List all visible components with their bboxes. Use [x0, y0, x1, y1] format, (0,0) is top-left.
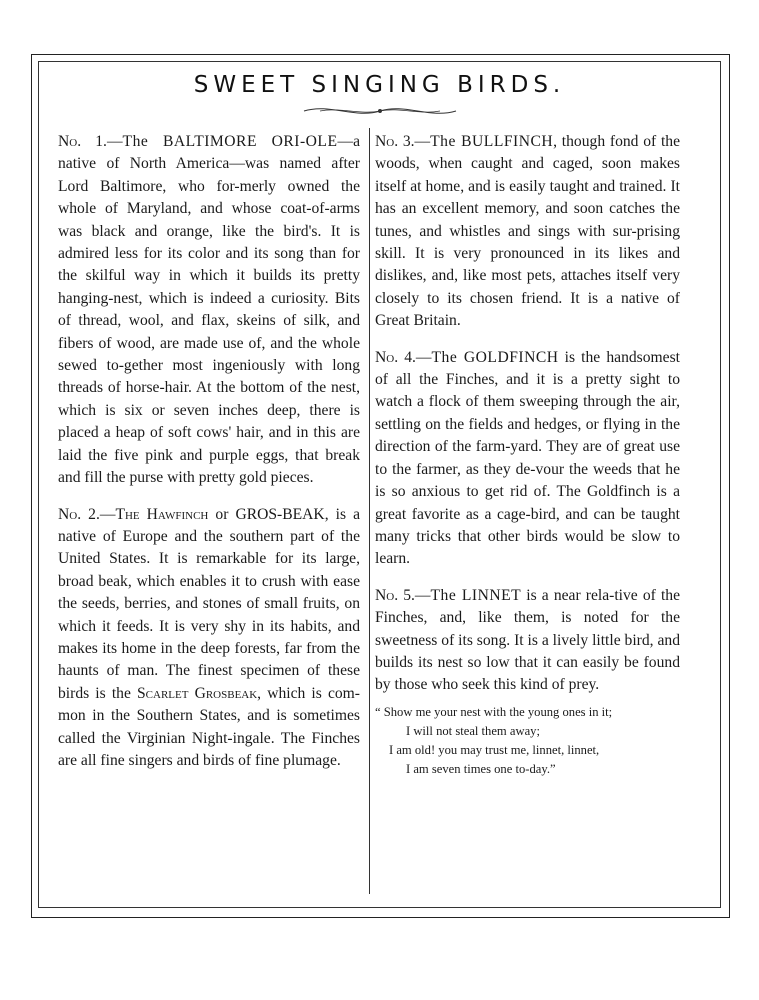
entry-number: No. 4.— — [375, 348, 432, 366]
right-column — [375, 131, 680, 779]
poem-line: I am old! you may trust me, linnet, linnet, — [389, 742, 600, 757]
column-divider — [369, 128, 370, 894]
entry-heading: The Hawfinch — [115, 505, 209, 523]
title-ornament — [300, 101, 460, 121]
entry-number: No. 3.— — [375, 133, 431, 150]
poem-line: I am seven times one to-day.” — [406, 761, 556, 776]
entry-body-cont: , which is com-mon in the Southern States, and is sometimes called the Virginian Night-ingale. The Finches are all fine singers and birds of fine plumage. — [58, 684, 360, 769]
entry-hawfinch — [58, 504, 360, 773]
entry-body: is a near rela-tive of the Finches, and, like them, is noted for the sweetness of its song. It is a lively little bird, and builds its nest so low that it can easily be found by those who seek this kind of prey. — [375, 586, 681, 694]
entry-body: is the handsomest of all the Finches, and it is a pretty sight to watch a flock of them sweeping through the air, settling on the fields and hedges, or flying in the direction of the farm-yard. They are of great use to the farmer, as they de-vour the weeds that he is so anxious to get rid of. The Goldfinch is a great favorite as a cage-bird, and can be taught many tricks that other birds would be slow to learn. — [375, 348, 680, 568]
entry-body: , though fond of the woods, when caught and caged, soon makes itself at home, and is easily taught and trained. It has an excellent memory, and soon catches the tunes, and whistles and sings with sur-prising skill. It is very pronounced in its likes and dislikes, and, like most pets, attaches itself very closely to its chosen friend. It is a native of Great Britain. — [375, 133, 680, 330]
page-title: SWEET SINGING BIRDS. — [193, 72, 566, 98]
entry-baltimore-oriole — [58, 131, 360, 490]
left-column — [58, 131, 360, 786]
entry-body: or GROS-BEAK, is a native of Europe and the southern part of the United States. It is remarkable for its large, broad beak, which enables it to crush with ease the seeds, berries, and stones of small fruits, on which it feeds. It is very shy in its habits, and makes its home in the deep forests, far from the haunts of man. The finest specimen of these birds is the — [58, 505, 360, 702]
entry-heading: The LINNET — [430, 586, 522, 604]
entry-number: No. 5.— — [375, 586, 431, 604]
poem-quote — [375, 703, 680, 779]
poem-line: “ Show me your nest with the young ones in it; — [375, 704, 613, 719]
entry-bullfinch — [375, 131, 680, 333]
poem-line: I will not steal them away; — [406, 723, 540, 738]
entry-heading: The GOLDFINCH — [431, 348, 559, 366]
entry-linnet — [375, 585, 680, 697]
entry-goldfinch — [375, 347, 680, 571]
entry-emphasis: Scarlet Grosbeak — [137, 684, 258, 702]
entry-heading: The BULLFINCH — [430, 133, 554, 150]
entry-body: —a native of North America—was named after Lord Baltimore, who for-merly owned the whole of Maryland, and whose coat-of-arms was black and orange, like the bird's. It is admired less for its color and its song than for the skilful way in which it builds its pretty hanging-nest, which is indeed a curiosity. Bits of thread, wool, and flax, skeins of silk, and fibers of wood, are made use of, and the whole sewed to-gether most ingeniously with long threads of horse-hair. At the bottom of the nest, which is six or seven inches deep, there is placed a heap of soft cows' hair, and in this are laid the five pink and purple eggs, that break and fill the purse with pretty gold pieces. — [58, 133, 360, 487]
entry-heading: The BALTIMORE ORI-OLE — [122, 133, 338, 150]
entry-number: No. 1.— — [58, 133, 123, 150]
entry-number: No. 2.— — [58, 505, 116, 523]
